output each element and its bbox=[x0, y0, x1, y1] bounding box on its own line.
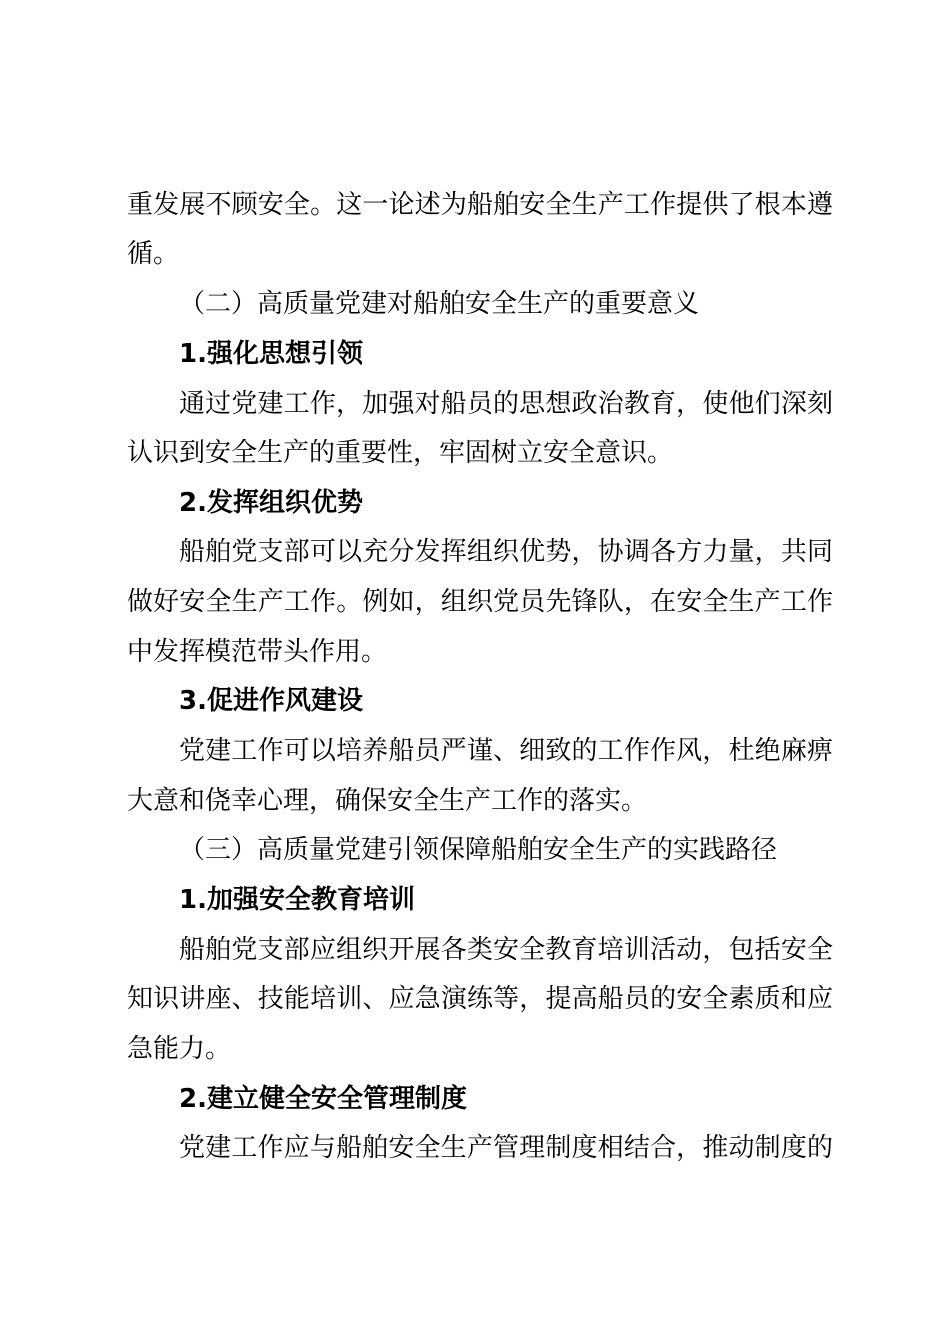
body-text-line: 通过党建工作，加强对船员的思想政治教育，使他们深刻 bbox=[179, 389, 833, 419]
body-text-line: 大意和侥幸心理，确保安全生产工作的落实。 bbox=[127, 786, 648, 816]
body-text-line: 循。 bbox=[127, 239, 180, 269]
body-text-line: 船舶党支部可以充分发挥组织优势，协调各方力量，共同 bbox=[179, 537, 833, 567]
body-text-line: 重发展不顾安全。这一论述为船舶安全生产工作提供了根本遵 bbox=[127, 190, 833, 220]
subsection-heading: 3.促进作风建设 bbox=[179, 686, 363, 716]
subsection-heading: 2.发挥组织优势 bbox=[179, 488, 363, 518]
body-text-line: 船舶党支部应组织开展各类安全教育培训活动，包括安全 bbox=[179, 935, 833, 965]
section-heading: （二）高质量党建对船舶安全生产的重要意义 bbox=[179, 289, 700, 319]
body-text-line: 知识讲座、技能培训、应急演练等，提高船员的安全素质和应 bbox=[127, 984, 833, 1014]
body-text-line: 认识到安全生产的重要性，牢固树立安全意识。 bbox=[127, 438, 674, 468]
section-heading: （三）高质量党建引领保障船舶安全生产的实践路径 bbox=[179, 835, 778, 865]
subsection-heading: 2.建立健全安全管理制度 bbox=[179, 1084, 467, 1114]
body-text-line: 党建工作可以培养船员严谨、细致的工作作风，杜绝麻痹 bbox=[179, 736, 833, 766]
body-text-line: 中发挥模范带头作用。 bbox=[127, 637, 388, 667]
body-text-line: 做好安全生产工作。例如，组织党员先锋队，在安全生产工作 bbox=[127, 587, 833, 617]
subsection-heading: 1.强化思想引领 bbox=[179, 339, 363, 369]
subsection-heading: 1.加强安全教育培训 bbox=[179, 885, 415, 915]
body-text-line: 党建工作应与船舶安全生产管理制度相结合，推动制度的 bbox=[179, 1133, 833, 1163]
body-text-line: 急能力。 bbox=[127, 1034, 232, 1064]
